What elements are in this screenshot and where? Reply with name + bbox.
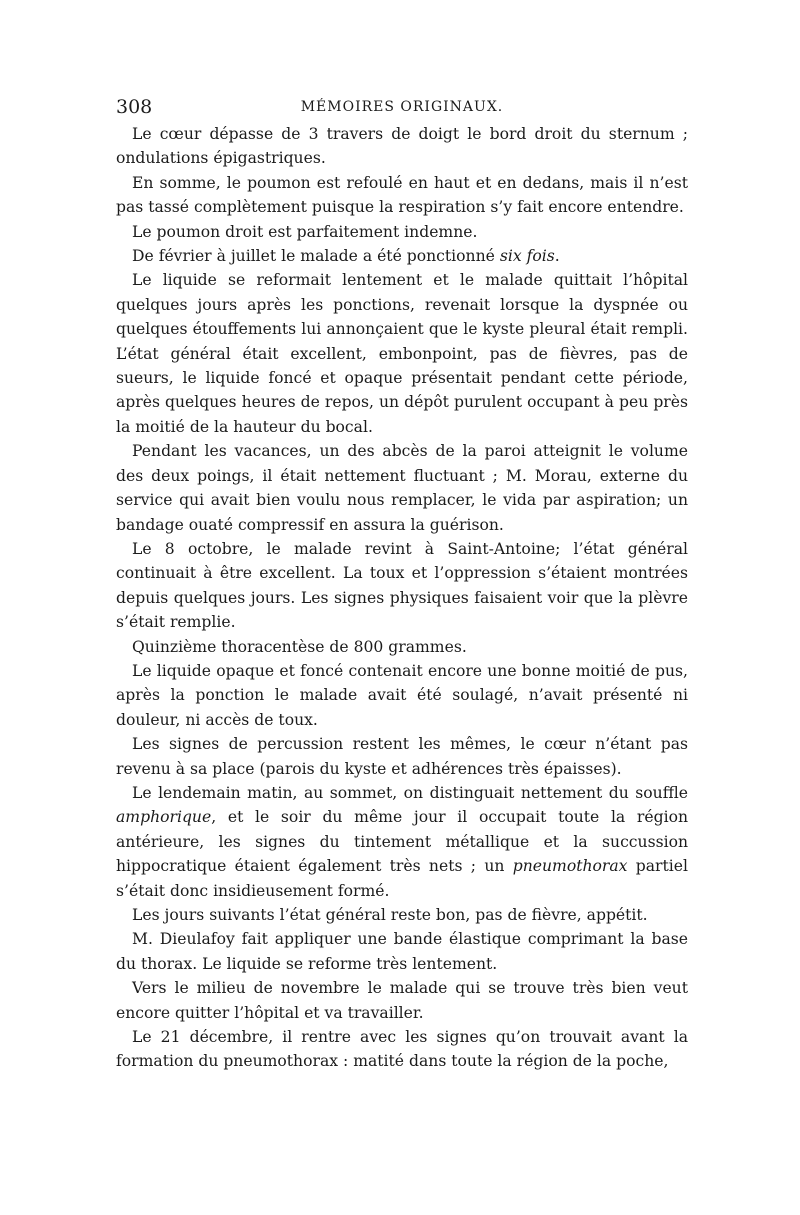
paragraph: Les signes de percussion restent les mêmes, le cœur n’étant pas revenu à sa place (parois du kyste et adhérences très épaisses). bbox=[116, 735, 688, 778]
paragraph: En somme, le poumon est refoulé en haut et en dedans, mais il n’est pas tassé complètement puisque la respiration s’y fait encore entendre. bbox=[116, 173, 688, 217]
page-number: 308 bbox=[116, 96, 153, 118]
text-run: , et le soir du même jour il occupait toute la région antérieure, les signes du tintement métallique et la succussion hippocratique étaient également très nets ; un bbox=[116, 808, 688, 876]
body-text bbox=[116, 122, 688, 1074]
paragraph: Le 8 octobre, le malade revint à Saint-Antoine; l’état général continuait à être excellent. La toux et l’oppression s’étaient montrées depuis quelques jours. Les signes physiques faisaient voir que la plèvre s’était remplie. bbox=[116, 539, 688, 632]
text-run: Le lendemain matin, au sommet, on distinguait nettement du souffle bbox=[132, 783, 688, 802]
paragraph bbox=[116, 244, 688, 268]
running-title: MÉMOIRES ORIGINAUX. bbox=[300, 99, 504, 115]
paragraph: Le poumon droit est parfaitement indemne. bbox=[132, 222, 478, 241]
paragraph: Vers le milieu de novembre le malade qui se trouve très bien veut encore quitter l’hôpital et va travailler. bbox=[116, 979, 688, 1022]
running-head bbox=[116, 92, 688, 122]
text-run: . bbox=[554, 247, 560, 266]
italic-text: pneumothorax bbox=[512, 857, 628, 876]
paragraph: Les jours suivants l’état général reste bon, pas de fièvre, appétit. bbox=[132, 906, 648, 924]
paragraph: Le liquide opaque et foncé contenait encore une bonne moitié de pus, après la ponction le malade avait été soulagé, n’avait présenté ni douleur, ni accès de toux. bbox=[116, 661, 688, 729]
paragraph: Le cœur dépasse de 3 travers de doigt le bord droit du sternum ; ondulations épigastriques. bbox=[116, 125, 688, 168]
paragraph bbox=[116, 781, 688, 903]
paragraph: Pendant les vacances, un des abcès de la paroi atteignit le volume des deux poings, il était nettement fluctuant ; M. Morau, externe du service qui avait bien voulu nous remplacer, le vida par aspiration; un bandage ouaté compressif en assura la guérison. bbox=[116, 442, 688, 534]
page bbox=[116, 92, 688, 1074]
italic-text: amphorique bbox=[116, 808, 212, 827]
paragraph: Le liquide se reformait lentement et le malade quittait l’hôpital quelques jours après les ponctions, revenait lorsque la dyspnée ou quelques étouffements lui annonçaient que le kyste pleural était rempli. L’état général était excellent, embonpoint, pas de fièvres, pas de sueurs, le liquide foncé et opaque présentait pendant cette période, après quelques heures de repos, un dépôt purulent occupant à peu près la moitié de la hauteur du bocal. bbox=[116, 271, 688, 436]
text-run: De février à juillet le malade a été ponctionné bbox=[132, 247, 500, 266]
paragraph: Quinzième thoracentèse de 800 grammes. bbox=[132, 637, 467, 656]
text-run: partiel s’était donc insidieusement formé. bbox=[116, 857, 688, 900]
paragraph: M. Dieulafoy fait appliquer une bande élastique comprimant la base du thorax. Le liquide se reforme très lentement. bbox=[116, 930, 688, 973]
italic-text: six fois bbox=[499, 247, 555, 266]
paragraph: Le 21 décembre, il rentre avec les signes qu’on trouvait avant la formation du pneumothorax : matité dans toute la région de la poche, bbox=[116, 1028, 688, 1071]
